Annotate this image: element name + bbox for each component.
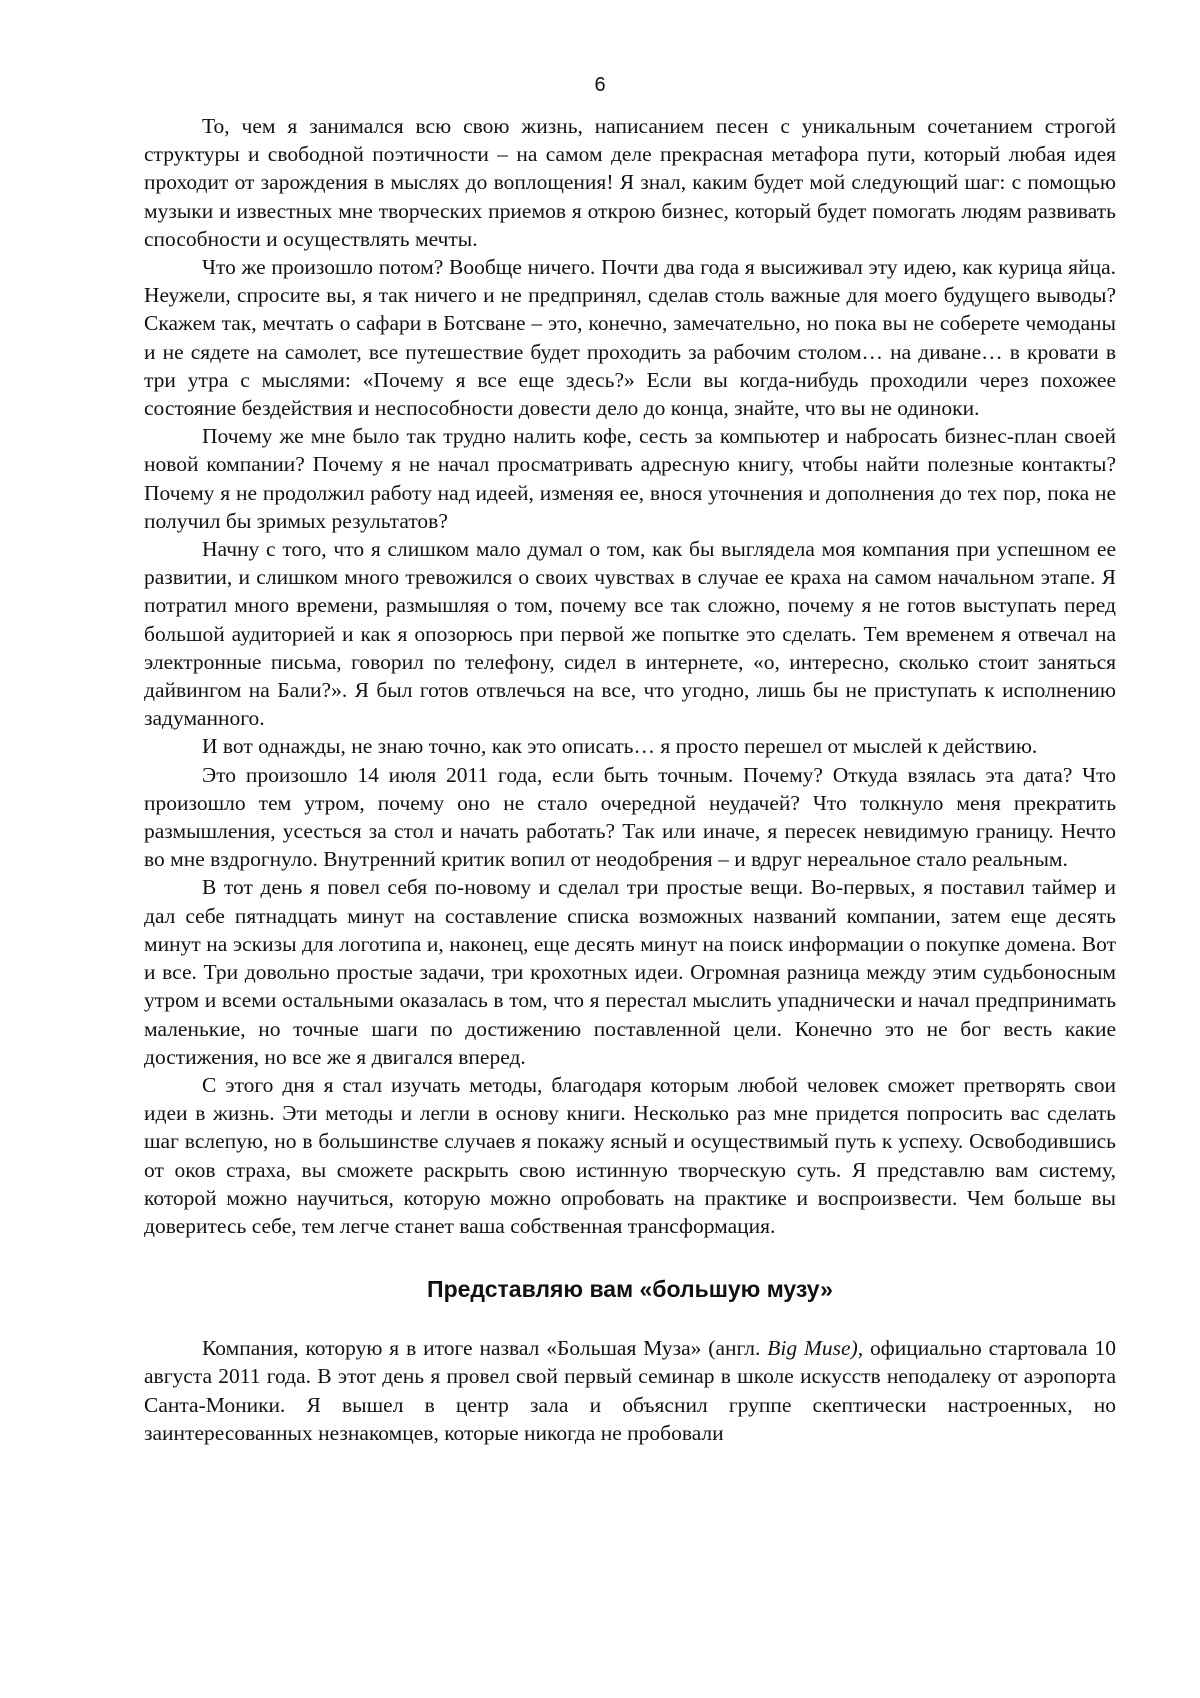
paragraph-text-end: официально стартовала 10 августа 2011 года. В этот день я провел свой первый семинар в школе искусств неподалеку от аэропорта Санта-Моники. Я вышел в центр зала и объяснил группе скептически настроенных, но заинтересованных незнакомцев, которые никогда не пробовали xyxy=(144,1336,1116,1445)
paragraph: Это произошло 14 июля 2011 года, если быть точным. Почему? Откуда взялась эта дата? Что произошло тем утром, почему оно не стало очередной неудачей? Что толкнуло меня прекратить размышления, усесться за стол и начать работать? Так или иначе, я пересек невидимую границу. Нечто во мне вздрогнуло. Внутренний критик вопил от неодобрения – и вдруг нереальное стало реальным. xyxy=(144,762,1116,872)
paragraph: И вот однажды, не знаю точно, как это описать… я просто перешел от мыслей к действию. xyxy=(202,734,1038,759)
paragraph: В тот день я повел себя по-новому и сделал три простые вещи. Во-первых, я поставил таймер и дал себе пятнадцать минут на составление списка возможных названий компании, затем еще десять минут на эскизы для логотипа и, наконец, еще десять минут на поиск информации о покупке домена. Вот и все. Три довольно простые задачи, три крохотных идеи. Огромная разница между этим судьбоносным утром и всеми остальными оказалась в том, что я перестал мыслить упаднически и начал предпринимать маленькие, но точные шаги по достижению поставленной цели. Конечно это не бог весть какие достижения, но все же я двигался вперед. xyxy=(144,875,1116,1069)
italic-term: Big Muse), xyxy=(767,1336,864,1361)
paragraph: Почему же мне было так трудно налить кофе, сесть за компьютер и набросать бизнес-план своей новой компании? Почему я не начал просматривать адресную книгу, чтобы найти полезные контакты? Почему я не продолжил работу над идеей, изменяя ее, внося уточнения и дополнения до тех пор, пока не получил бы зримых результатов? xyxy=(144,424,1116,533)
paragraph: С этого дня я стал изучать методы, благодаря которым любой человек сможет претворять свои идеи в жизнь. Эти методы и легли в основу книги. Несколько раз мне придется попросить вас сделать шаг вслепую, но в большинстве случаев я покажу ясный и осуществимый путь к успеху. Освободившись от оков страха, вы сможете раскрыть свою истинную творческую суть. Я представлю вам систему, которой можно научиться, которую можно опробовать на практике и воспроизвести. Чем больше вы доверитесь себе, тем легче станет ваша собственная трансформация. xyxy=(144,1072,1116,1238)
paragraph: Начну с того, что я слишком мало думал о том, как бы выглядела моя компания при успешном ее развитии, и слишком много тревожился о своих чувствах в случае ее краха на самом начальном этапе. Я потратил много времени, размышляя о том, почему все так сложно, почему я не готов выступать перед большой аудиторией и как я опозорюсь при первой же попытке это сделать. Тем временем я отвечал на электронные письма, говорил по телефону, сидел в интернете, «о, интересно, сколько стоит заняться дайвингом на Бали?». Я был готов отвлечься на все, что угодно, лишь бы не приступать к исполнению задуманного. xyxy=(144,537,1116,731)
page-number: 6 xyxy=(594,74,606,96)
paragraph: Что же произошло потом? Вообще ничего. Почти два года я высиживал эту идею, как курица яйца. Неужели, спросите вы, я так ничего и не предпринял, сделав столь важные для моего будущего выводы? Скажем так, мечтать о сафари в Ботсване – это, конечно, замечательно, но пока вы не соберете чемоданы и не сядете на самолет, все путешествие будет проходить за рабочим столом… на диване… в кровати в три утра с мыслями: «Почему я все еще здесь?» Если вы когда-нибудь проходили через похожее состояние бездействия и неспособности довести дело до конца, знайте, что вы не одиноки. xyxy=(144,255,1116,421)
document-body xyxy=(144,112,1116,1447)
paragraph-text-start: Компания, которую я в итоге назвал «Большая Муза» (англ. xyxy=(202,1336,768,1361)
section-heading: Представляю вам «большую музу» xyxy=(427,1276,833,1303)
paragraph-with-italic xyxy=(144,1334,1116,1447)
paragraph: То, чем я занимался всю свою жизнь, написанием песен с уникальным сочетанием строгой структуры и свободной поэтичности – на самом деле прекрасная метафора пути, который любая идея проходит от зарождения в мыслях до воплощения! Я знал, каким будет мой следующий шаг: с помощью музыки и известных мне творческих приемов я открою бизнес, который будет помогать людям развивать способности и осуществлять мечты. xyxy=(144,114,1116,251)
